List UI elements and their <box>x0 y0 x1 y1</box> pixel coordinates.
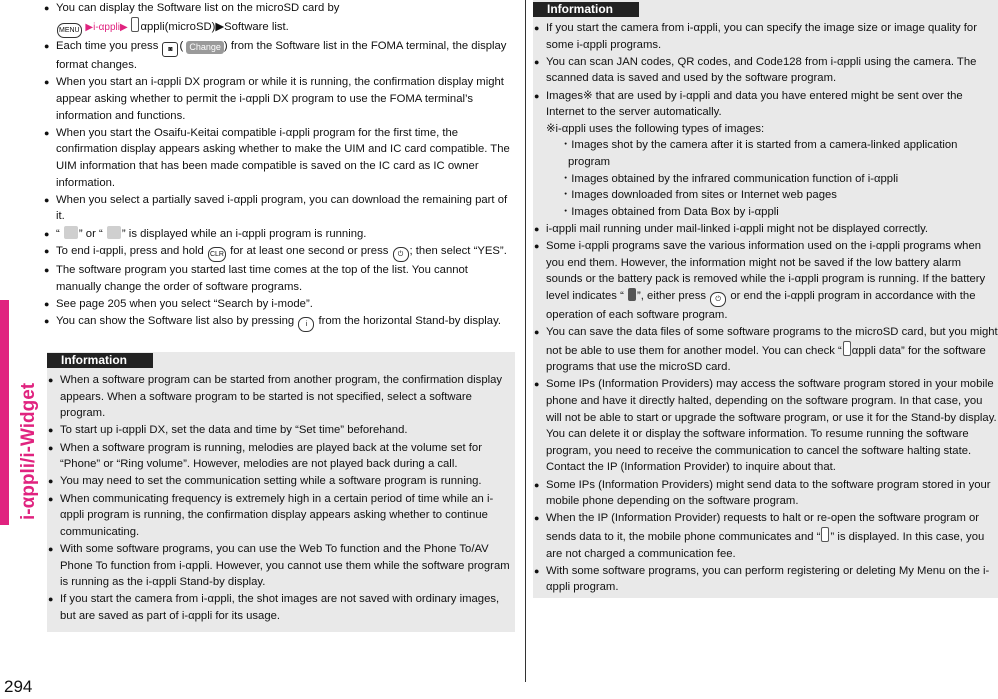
note-text: ※i-αppli uses the following types of images: <box>546 122 765 135</box>
appli-running-icon <box>64 226 78 239</box>
info-bullet-list <box>48 372 514 625</box>
list-item: ● Images※ that are used by i-αppli and data you have entered might be sent over the Internet to the server automatically. ※i-αppli uses the following types of images: ・Images shot by the camera after it is started from a camera-linked application program ・Images obtained by the infrared communication function of i-αppli ・Images downloaded from sites or Internet web pages ・Images obtained from Data Box by i-αppli <box>534 88 998 221</box>
list-item: ● When communicating frequency is extremely high in a certain period of time while an i-αppli program is running, the confirmation display appears asking whether to continue communicating. <box>48 491 514 541</box>
list-item: ● When you start an i-αppli DX program or while it is running, the confirmation display might appear asking whether to permit the i-αppli DX program to use the FOMA terminal’s information and functions. <box>44 74 514 124</box>
side-tab <box>0 0 40 699</box>
list-item: ● When the IP (Information Provider) requests to halt or re-open the software program or sends data to it, the mobile phone communicates and “ ” is displayed. In this case, you are not charged a communication fee. <box>534 510 998 562</box>
end-key-icon: ⏻ <box>710 292 726 307</box>
info-heading: Information <box>533 2 639 17</box>
list-item: ● With some software programs, you can perform registering or deleting My Menu on the i-αppli program. <box>534 563 998 596</box>
list-item: ● You can display the Software list on the microSD card by MENU ▶i-αppli▶ αppli(microSD)▶Software list. <box>44 0 514 38</box>
list-item: ● You can show the Software list also by pressing i from the horizontal Stand-by display. <box>44 313 514 332</box>
list-item: ● To start up i-αppli DX, set the data and time by “Set time” beforehand. <box>48 422 514 439</box>
note-item: ・Images downloaded from sites or Internet web pages <box>560 189 837 202</box>
side-tab-bar <box>0 300 9 525</box>
menu-key-icon: MENU <box>57 23 82 38</box>
clr-key-icon: CLR <box>208 247 226 262</box>
list-item: ● To end i-αppli, press and hold CLR for at least one second or press ⏻ ; then select “YES”. <box>44 243 514 262</box>
list-item: ● i-αppli mail running under mail-linked i-αppli might not be displayed correctly. <box>534 221 998 238</box>
communication-icon <box>821 527 829 542</box>
microsd-icon <box>843 341 851 356</box>
left-bullet-list <box>44 0 514 333</box>
right-info-box <box>533 0 998 598</box>
microsd-icon <box>131 17 139 32</box>
end-key-icon: ⏻ <box>393 247 409 262</box>
list-item: ● Each time you press ◙ ( Change ) from the Software list in the FOMA terminal, the display format changes. <box>44 38 514 74</box>
list-item: ● If you start the camera from i-αppli, the shot images are not saved with ordinary images, but are saved as part of i-αppli for its usage. <box>48 591 514 624</box>
list-item: ● When you select a partially saved i-αppli program, you can download the remaining part of it. <box>44 192 514 225</box>
appli-dx-running-icon <box>107 226 121 239</box>
list-item: ● The software program you started last time comes at the top of the list. You cannot manually change the order of software programs. <box>44 262 514 295</box>
list-item: ● Some IPs (Information Providers) may access the software program stored in your mobile phone and have it directly halted, depending on the software program. In that case, you will not be able to start or upgrade the software program, or use it for the Stand-by display. You can delete it or display the software information. To resume running the software program, you need to receive the communication to cancel the software halting state. Contact the IP (Information Provider) to inquire about that. <box>534 376 998 476</box>
note-item: ・Images obtained from Data Box by i-αppli <box>560 205 779 218</box>
iappli-key-icon: i <box>298 317 314 332</box>
list-item: ● When a software program is running, melodies are played back at the volume set for “Phone” or “Ring volume”. However, melodies are not played back during a call. <box>48 440 514 473</box>
list-item: ● “ ” or “ ” is displayed while an i-αppli program is running. <box>44 226 514 243</box>
note-item: ・Images obtained by the infrared communication function of i-αppli <box>560 172 899 185</box>
column-divider <box>525 0 526 682</box>
info-bullet-list <box>534 20 998 597</box>
list-item: ● See page 205 when you select “Search by i-mode”. <box>44 296 514 313</box>
list-item: ● Some i-αppli programs save the various information used on the i-αppli programs when you end them. However, the information might not be saved if the low battery alarm sounds or the battery pack is removed while the i-αppli program is running. If the battery level indicates “ ”, either press ⏻ or end the i-αppli program in accordance with the operation of each software program. <box>534 238 998 323</box>
list-item: ● You may need to set the communication setting while a software program is running. <box>48 473 514 490</box>
camera-key-icon: ◙ <box>162 42 178 57</box>
list-item: ● When a software program can be started from another program, the confirmation display appears. When a software program to be started is not specified, select a software program. <box>48 372 514 422</box>
list-item: ● If you start the camera from i-αppli, you can specify the image size or image quality for some i-αppli programs. <box>534 20 998 53</box>
list-item: ● With some software programs, you can use the Web To function and the Phone To/AV Phone To function from i-αppli. However, you cannot use them while the software program is running as the i-αppli Stand-by display. <box>48 541 514 591</box>
note-item: ・Images shot by the camera after it is started from a camera-linked application program <box>560 139 958 168</box>
change-softkey-icon: Change <box>186 41 224 54</box>
list-item: ● Some IPs (Information Providers) might send data to the software program stored in your mobile phone depending on the software program. <box>534 477 998 510</box>
list-item: ● You can scan JAN codes, QR codes, and Code128 from i-αppli using the camera. The scanned data is saved and used by the software program. <box>534 54 998 87</box>
side-tab-label: i-αppli/i-Widget <box>18 382 39 520</box>
left-info-box <box>47 352 515 632</box>
list-item: ● When you start the Osaifu-Keitai compatible i-αppli program for the first time, the confirmation display appears asking whether to make the UIM and IC card compatible. The UIM information that has been made compatible is saved on the IC card as IC owner information. <box>44 125 514 191</box>
list-item: ● You can save the data files of some software programs to the microSD card, but you might not be able to use them for another model. You can check “ αppli data” for the software programs that use the microSD card. <box>534 324 998 376</box>
page-number: 294 <box>4 677 33 696</box>
battery-low-icon <box>628 288 636 301</box>
info-heading: Information <box>47 353 153 368</box>
